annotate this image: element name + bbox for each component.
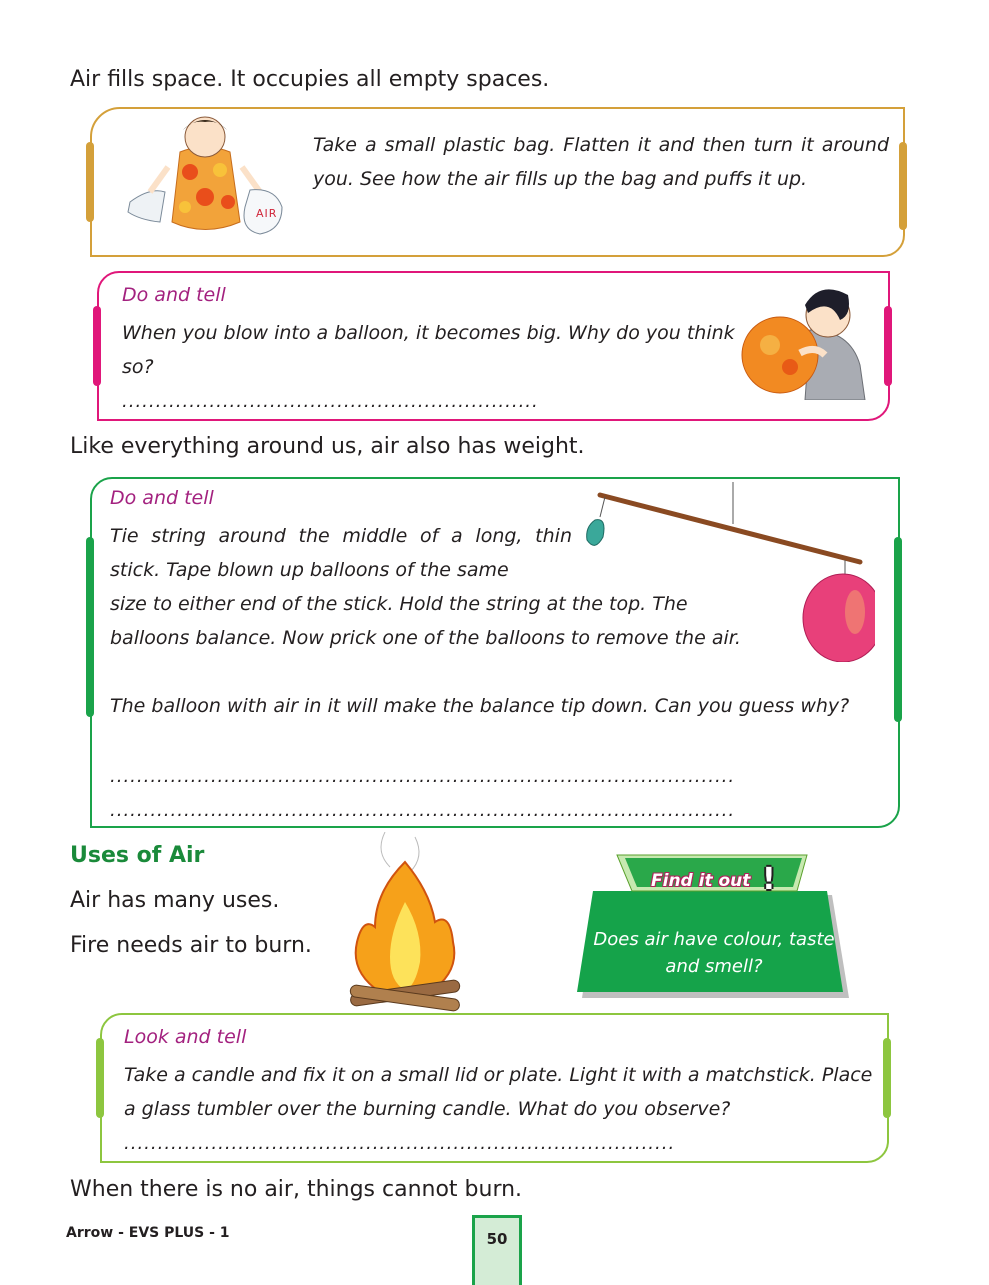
do-and-tell-2-text-part1: Tie string around the middle of a long, thin stick. Tape blown up balloons of the same [110,525,572,581]
find-it-out-label: Find it out [651,871,751,891]
find-it-out-question: Does air have colour, taste and smell? [593,929,835,977]
box-tab-left [86,537,94,717]
do-and-tell-heading: Do and tell [122,284,226,306]
uses-line-1: Air has many uses. [70,888,280,913]
do-and-tell-1-text: When you blow into a balloon, it becomes big. Why do you think so? [122,322,735,378]
boy-blowing-balloon-illustration [740,275,880,400]
exclamation-icon: ! [762,862,776,897]
intro-text: Air fills space. It occupies all empty spaces. [70,67,550,92]
box-tab-right [899,142,907,230]
box-tab-left [86,142,94,222]
answer-line[interactable]: ............................................................................................. [110,766,736,787]
box-tab-right [894,537,902,722]
answer-line[interactable]: .................................................................................. [124,1133,676,1154]
look-and-tell-text: Take a candle and fix it on a small lid or plate. Light it with a matchstick. Place a glass tumbler over the burning candle. What do you observe? [124,1064,873,1120]
do-and-tell-2-text-part2: size to either end of the stick. Hold the string at the top. The balloons balance. Now prick one of the balloons to remove the air. [110,593,741,649]
boy-with-bag-illustration [110,112,300,247]
box-tab-left [96,1038,104,1118]
book-title-footer: Arrow - EVS PLUS - 1 [66,1225,230,1241]
balloon-balance-illustration [575,482,875,662]
page-number: 50 [472,1215,522,1285]
closing-text: When there is no air, things cannot burn. [70,1177,523,1202]
bag-label: AIR [256,207,278,220]
campfire-illustration [335,832,475,1017]
activity1-text: Take a small plastic bag. Flatten it and then turn it around you. See how the air fills up the bag and puffs it up. [313,134,889,190]
uses-line-2: Fire needs air to burn. [70,933,312,958]
section-heading-uses-of-air: Uses of Air [70,843,205,868]
weight-text: Like everything around us, air also has weight. [70,434,585,459]
answer-line[interactable]: .............................................................. [122,391,539,412]
box-tab-right [883,1038,891,1118]
look-and-tell-heading: Look and tell [124,1026,247,1048]
answer-line[interactable]: ............................................................................................. [110,800,736,821]
box-tab-right [884,306,892,386]
do-and-tell-2-text-part3: The balloon with air in it will make the balance tip down. Can you guess why? [110,695,850,717]
box-tab-left [93,306,101,386]
do-and-tell-heading: Do and tell [110,487,214,509]
